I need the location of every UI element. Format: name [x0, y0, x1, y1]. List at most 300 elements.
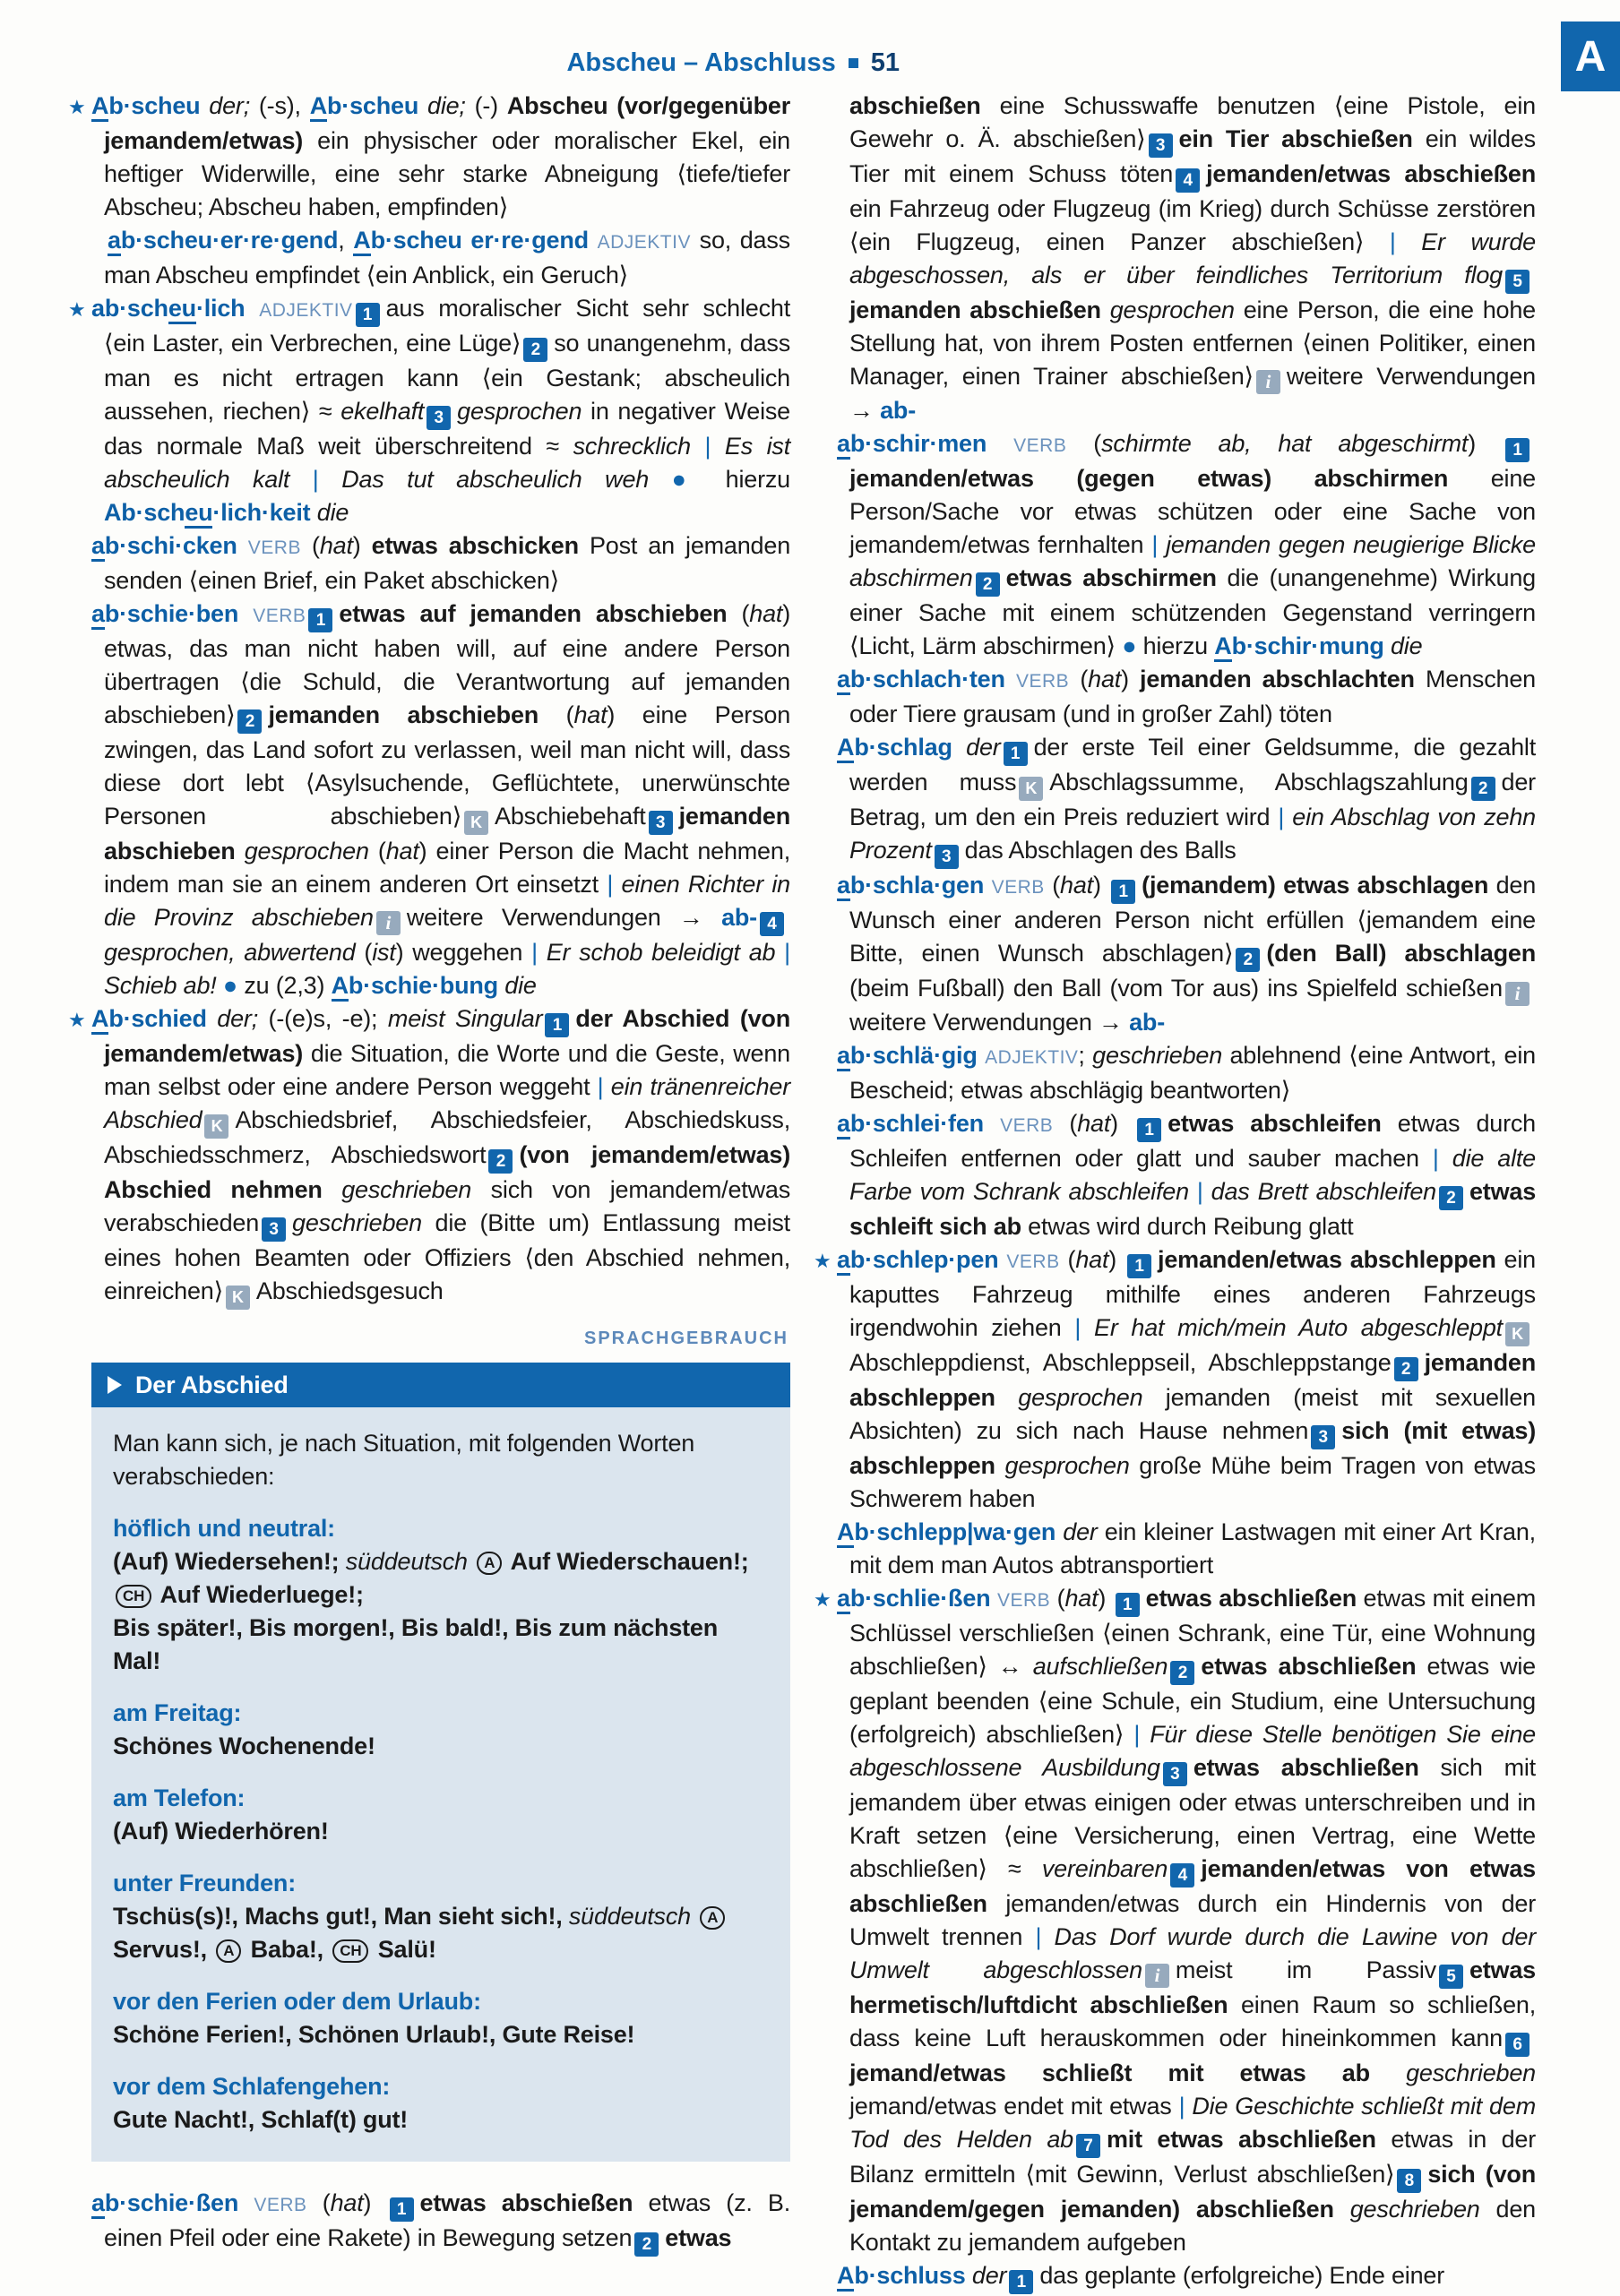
text-run: etwas (z. B. einen Pfeil oder eine Rakete) in Bewegung setzen [104, 2189, 791, 2251]
headword: b·schla·gen [849, 872, 985, 899]
text-run: (-s), [250, 92, 310, 119]
text-run: etwas schleift sich ab [849, 1178, 1537, 1240]
text-run [207, 1005, 218, 1032]
text-run: ekelhaft [340, 398, 425, 425]
text-run: vereinbaren [1041, 1855, 1168, 1882]
text-run: ( [355, 939, 373, 966]
text-run: (beim Fußball) den Ball (vom Tor aus) ins Spielfeld schießen [849, 975, 1503, 1002]
text-run: hat [1088, 666, 1122, 692]
headword-stress-mark: a [837, 666, 850, 695]
usage-section-heading: vor dem Schlafengehen: [113, 2073, 391, 2100]
text-run: ( [1059, 1246, 1076, 1273]
sense-number-badge: 1 [1505, 438, 1530, 462]
text-run: ( [368, 838, 386, 864]
headword-stress-mark: A [837, 2262, 854, 2292]
separator-pipe: | [1171, 2093, 1193, 2120]
word-class-label: VERB [1013, 435, 1067, 456]
dictionary-entry [91, 598, 790, 1002]
separator-pipe: | [1418, 1145, 1452, 1172]
dictionary-entry [837, 2259, 1536, 2294]
text-run: ein physischer oder moralischer Ekel, ein heftiger Widerwille, eine sehr starke Abneigung ⟨tiefe/tiefer Abscheu; Abscheu haben, empfinden⟩ [104, 127, 790, 220]
dictionary-entry [837, 90, 1536, 427]
text-run: ein Abschlag von zehn Prozent [849, 804, 1536, 864]
text-run: Auf Wiederschauen!; [504, 1548, 749, 1575]
headword: b·scheu er·re·gend [370, 227, 589, 254]
text-run: jemanden/etwas abschleppen [1158, 1246, 1496, 1273]
text-run [990, 1585, 997, 1612]
text-run: das Brett abschleifen [1211, 1178, 1436, 1205]
text-run: große Mühe beim Tragen von etwas Schwerem haben [849, 1452, 1536, 1512]
text-run: etwas abschließen [1193, 1754, 1419, 1781]
headword-stress-mark: A [91, 92, 108, 122]
headword-stress-mark: A [91, 1005, 108, 1035]
sense-number-badge: 4 [1170, 1863, 1194, 1888]
sense-number-badge: 1 [1137, 1118, 1161, 1142]
text-run: etwas in der Bilanz ermitteln ⟨mit Gewinn, Verlust abschließen⟩ [849, 2126, 1536, 2188]
text-run: ( [1044, 872, 1060, 899]
dictionary-entry [837, 1039, 1536, 1107]
text-run: eine Schusswaffe benutzen ⟨eine Pistole, ein Gewehr o. Ä. abschießen⟩ [849, 92, 1536, 152]
text-run: ) [363, 2189, 387, 2216]
text-run [984, 872, 991, 899]
alphabet-thumb-tab [1561, 21, 1620, 91]
star-icon: ★ [68, 1010, 86, 1032]
sense-number-badge: 2 [1236, 948, 1260, 972]
sense-number-badge: 6 [1505, 2033, 1530, 2057]
text-run: jemanden abschlachten [1140, 666, 1415, 692]
text-run: der [966, 734, 1001, 761]
headword-stress-mark: A [332, 972, 349, 1002]
separator-pipe: | [1364, 228, 1422, 255]
text-run: jemanden (meist mit sexuellen Absichten) zu sich nach Hause nehmen [849, 1384, 1536, 1444]
text-run: etwas durch Schleifen entfernen oder glatt und sauber machen [849, 1110, 1536, 1172]
page-number: 51 [870, 48, 900, 77]
headword: b·schlach·ten [849, 666, 1005, 692]
text-run: ein Fahrzeug oder Flugzeug (im Krieg) durch Schüsse zerstören ⟨ein Flugzeug, einen Panzer abschießen⟩ [849, 195, 1536, 255]
text-run: hierzu [1142, 632, 1215, 659]
dictionary-entry [837, 1516, 1536, 1582]
text-run: der erste Teil einer Geldsumme, die gezahlt werden muss [849, 734, 1536, 795]
headword-stress-mark: A [310, 92, 327, 122]
sense-number-badge: 1 [356, 303, 380, 327]
sense-number-badge: 2 [523, 338, 547, 362]
text-run: meist im Passiv [1175, 1956, 1436, 1983]
text-run: gesprochen, abwertend [104, 939, 356, 966]
sense-number-badge: 8 [1397, 2169, 1421, 2193]
text-run: ) [1110, 1110, 1135, 1137]
dictionary-entry [68, 1002, 791, 1310]
usage-section-heading: höflich und neutral: [113, 1515, 335, 1542]
text-run: ablehnend ⟨eine Antwort, ein Bescheid; etwas abschlägig beantworten⟩ [849, 1042, 1536, 1104]
word-class-label: ADJEKTIV [597, 232, 691, 253]
text-run: Abschiedsgesuch [255, 1277, 444, 1304]
text-run: Er schob beleidigt ab [546, 939, 776, 966]
word-class-label: VERB [247, 537, 301, 558]
text-run: weitere Verwendungen → [849, 1009, 1130, 1036]
headword: b·schlei·fen [849, 1110, 984, 1137]
sense-number-badge: 1 [1116, 1593, 1140, 1617]
sense-number-badge: 3 [1163, 1762, 1187, 1786]
sense-number-badge: 3 [1149, 133, 1173, 158]
text-run: die alte Farbe vom Schrank abschleifen [849, 1145, 1537, 1205]
region-badge: A [700, 1906, 725, 1930]
text-run [1101, 297, 1110, 323]
usage-line [113, 2103, 769, 2137]
usage-label: SPRACHGEBRAUCH [583, 1329, 788, 1348]
text-run: ( [300, 532, 320, 559]
text-run: ist [372, 939, 396, 966]
usage-line [113, 1612, 769, 1678]
headword: b·schluss [854, 2262, 966, 2289]
headword-stress-mark: A [837, 1518, 854, 1548]
dictionary-entry [68, 292, 790, 529]
text-run: jemanden abschießen [849, 297, 1101, 323]
text-run: etwas auf jemanden abschieben [339, 600, 728, 627]
separator-pipe: | [1124, 1721, 1150, 1748]
text-run: jemanden/etwas (gegen etwas) abschirmen [849, 465, 1449, 492]
text-run: (-(e)s, -e); [258, 1005, 388, 1032]
text-run: ) etwas, das man nicht haben will, auf eine andere Person übertragen ⟨die Schuld, die Verantwortung auf jemanden abschieben⟩ [104, 600, 790, 728]
text-run: hat [1077, 1110, 1111, 1137]
sense-number-badge: 3 [262, 1217, 286, 1242]
text-run [952, 734, 966, 761]
text-run: ein wildes Tier mit einem Schuss töten [849, 125, 1536, 187]
dictionary-entry [68, 90, 791, 224]
text-run: jemanden/etwas abschießen [1206, 160, 1536, 187]
text-run: sich von jemandem/etwas verabschieden [104, 1176, 790, 1236]
text-run: jemanden abschieben [104, 803, 790, 864]
text-run: aus moralischer Sicht sehr schlecht ⟨ein Laster, ein Verbrechen, eine Lüge⟩ [104, 295, 790, 357]
text-run: Er hat mich/mein Auto abgeschleppt [1094, 1314, 1503, 1341]
sense-number-badge: 2 [976, 572, 1000, 597]
text-run: (-) [465, 92, 507, 119]
sense-number-badge: 1 [1009, 2270, 1033, 2294]
header-square-icon [849, 58, 858, 68]
text-run: geschrieben [1349, 2196, 1480, 2223]
sense-number-badge: 2 [1471, 777, 1495, 801]
headword: ab- [1129, 1009, 1166, 1036]
text-run: geschrieben [292, 1209, 422, 1236]
separator-pipe: | [1188, 1178, 1211, 1205]
text-run: Abscheu (vor/gegenüber jemandem/etwas) [104, 92, 791, 154]
text-run [418, 92, 427, 119]
text-run [237, 532, 248, 559]
text-run: ) einer Person die Macht nehmen, indem man sie an einem anderen Ort einsetzt [104, 838, 790, 898]
text-run: abschießen [849, 92, 981, 119]
text-run: Abschlagssumme, Abschlagszahlung [1049, 769, 1469, 795]
text-run: ( [1069, 666, 1089, 692]
dictionary-entry [837, 663, 1536, 731]
usage-box-body [91, 1407, 790, 2162]
headword: b·schlag [854, 734, 952, 761]
dictionary-entry [814, 1243, 1536, 1516]
usage-line [113, 2018, 769, 2051]
headword-stress-mark: a [91, 2189, 105, 2219]
sense-number-badge: 1 [545, 1013, 569, 1037]
text-run: ) weggehen [395, 939, 523, 966]
dictionary-entry [91, 224, 790, 292]
usage-box-title: Der Abschied [135, 1371, 289, 1398]
text-run: Abschiebehaft [495, 803, 646, 830]
headword-stress-mark: a [837, 430, 850, 460]
text-run [238, 600, 253, 627]
text-run: hat [1075, 1246, 1109, 1273]
text-run [1384, 632, 1391, 659]
text-run: etwas abschließen [1201, 1653, 1417, 1680]
sense-number-badge: 5 [1439, 1965, 1463, 1989]
text-run: schirmte ab, hat abgeschirmt [1101, 430, 1469, 457]
text-run: ) [1108, 1246, 1125, 1273]
left-column [68, 90, 791, 2294]
text-run: ( [306, 2189, 331, 2216]
headword: b·schlep·pen [849, 1246, 999, 1273]
word-class-label: VERB [991, 877, 1045, 898]
text-run: Schieb ab! [104, 972, 217, 999]
separator-pipe: | [289, 466, 342, 493]
headword: ·lich [195, 295, 246, 322]
text-run [995, 1384, 1018, 1411]
text-run: (jemandem) etwas abschlagen [1142, 872, 1489, 899]
headword: b·scheu·er·re·gend [120, 227, 339, 254]
text-run: Die Geschichte schließt mit dem Tod des Helden ab [849, 2093, 1536, 2153]
text-run: so unangenehm, dass man es nicht ertragen kann ⟨ein Gestank; abscheulich aussehen, riechen⟩ ≈ [104, 330, 790, 425]
usage-intro: Man kann sich, je nach Situation, mit folgenden Worten verabschieden: [113, 1430, 695, 1490]
text-run: Post an jemanden senden ⟨einen Brief, ein Paket abschicken⟩ [104, 532, 791, 594]
text-run: den Kontakt zu jemandem aufgeben [849, 2196, 1536, 2256]
text-run: etwas abschicken [371, 532, 579, 559]
word-class-label: VERB [254, 2195, 307, 2215]
text-run: Baba!, [244, 1936, 331, 1963]
separator-pipe: | [599, 871, 622, 898]
sense-number-badge: 2 [634, 2232, 659, 2257]
usage-box-header [91, 1363, 790, 1407]
text-run: etwas abschleifen [1168, 1110, 1382, 1137]
text-run [238, 2189, 254, 2216]
headword-stress-mark: a [837, 1585, 850, 1614]
text-run [1334, 2196, 1350, 2223]
text-run: ( [727, 600, 750, 627]
text-run: Menschen oder Tiere grausam (und in großer Zahl) töten [849, 666, 1536, 727]
text-run: zu (2,3) [244, 972, 332, 999]
text-run: etwas [665, 2224, 732, 2251]
text-run: weitere Verwendungen → [849, 363, 1536, 424]
text-run: etwas wie geplant beenden ⟨eine Schule, ein Studium, eine Untersuchung (erfolgreich) abschließen⟩ [849, 1653, 1536, 1748]
dictionary-entry [837, 427, 1536, 663]
text-run: hierzu [725, 466, 790, 493]
text-run: der [1063, 1518, 1098, 1545]
text-run [691, 1903, 697, 1930]
headword: ab- [721, 904, 757, 931]
text-run: ein tränenreicher Abschied [104, 1073, 791, 1133]
dictionary-entry [837, 1107, 1536, 1243]
headword: ab- [880, 397, 917, 424]
text-run: die [504, 972, 537, 999]
usage-section [113, 1782, 769, 1848]
word-class-label: VERB [1000, 1115, 1054, 1136]
headword: ab·sch [91, 295, 168, 322]
sense-number-badge: 3 [427, 406, 451, 430]
sense-number-badge: 2 [1170, 1661, 1194, 1685]
sense-number-badge: 1 [1111, 880, 1135, 904]
text-run: Schönes Wochenende! [113, 1733, 375, 1759]
triangle-icon [108, 1376, 122, 1394]
headword-stress-mark: a [91, 600, 105, 630]
headword: b·schied [108, 1005, 207, 1032]
text-run: schrecklich [573, 433, 691, 460]
word-class-label: VERB [996, 1590, 1051, 1611]
usage-section [113, 1867, 769, 1966]
text-run: hat [749, 600, 783, 627]
headword-stress-mark: a [837, 872, 850, 901]
running-head [566, 48, 900, 78]
text-run: meist Singular [387, 1005, 543, 1032]
text-run: hat [573, 701, 608, 728]
headword-stress-mark: a [837, 1042, 850, 1071]
dictionary-entry [91, 529, 790, 598]
text-run: gesprochen [457, 398, 582, 425]
text-run: , [338, 227, 354, 254]
text-run: etwas wird durch Reibung glatt [1021, 1213, 1354, 1240]
text-run: der [971, 2262, 1007, 2289]
text-run: hat [1060, 872, 1093, 899]
text-run: ein kaputtes Fahrzeug mithilfe eines anderen Fahrzeugs irgendwohin ziehen [849, 1246, 1536, 1341]
text-run: die (unangenehme) Wirkung einer Sache mit einem schützenden Gegenstand verringern ⟨Licht, Lärm abschirmen⟩ [849, 564, 1536, 659]
text-run: ; [1078, 1042, 1093, 1069]
text-run: jemanden/etwas durch ein Hindernis von der Umwelt trennen [849, 1890, 1536, 1950]
compound-marker-badge: K [204, 1114, 228, 1139]
compound-marker-badge: K [1505, 1322, 1530, 1346]
text-run: Für diese Stelle benötigen Sie eine abgeschlossene Ausbildung [849, 1721, 1536, 1781]
text-run: hat [1064, 1585, 1099, 1612]
text-run [966, 2262, 972, 2289]
bullet-icon: ● [1115, 632, 1143, 659]
usage-section [113, 1985, 769, 2051]
usage-section [113, 1512, 769, 1678]
text-run: ) [1121, 666, 1141, 692]
star-icon: ★ [68, 299, 86, 322]
text-run: das geplante (erfolgreiche) Ende einer [1039, 2262, 1445, 2289]
text-run: ( [539, 701, 574, 728]
headword: b·schlepp|wa·gen [854, 1518, 1056, 1545]
headword-stress-mark: A [1214, 632, 1231, 662]
text-run: gesprochen [244, 838, 369, 864]
usage-section-heading: vor den Ferien oder dem Urlaub: [113, 1988, 481, 2015]
text-run: ) [1468, 430, 1503, 457]
sense-number-badge: 2 [1394, 1357, 1418, 1381]
usage-line [113, 1730, 769, 1763]
text-run: der; [209, 92, 251, 119]
text-run: süddeutsch [345, 1548, 468, 1575]
info-marker-badge: i [376, 911, 401, 935]
text-run: weitere Verwendungen → [406, 904, 722, 931]
separator-pipe: | [1143, 531, 1167, 558]
text-run [236, 838, 245, 864]
text-run [984, 1110, 1000, 1137]
text-run: sich (mit etwas) abschleppen [849, 1417, 1536, 1479]
word-class-label: VERB [1006, 1251, 1060, 1272]
text-run: in negativer Weise das normale Maß weit überschreitend ≈ [104, 398, 790, 460]
left-entries-after-box [91, 2187, 790, 2257]
separator-pipe: | [775, 939, 791, 966]
text-run: ) [1092, 872, 1109, 899]
sense-number-badge: 7 [1076, 2134, 1100, 2158]
text-run: geschrieben [341, 1176, 472, 1203]
text-run: so, dass man Abscheu empfindet ⟨ein Anblick, ein Geruch⟩ [104, 227, 790, 288]
star-icon: ★ [68, 97, 86, 119]
text-run: der; [217, 1005, 259, 1032]
star-icon: ★ [814, 1251, 832, 1273]
dictionary-entry [837, 869, 1536, 1039]
text-run: hat [330, 2189, 364, 2216]
text-run: gesprochen [1004, 1452, 1130, 1479]
headword: b·scheu [327, 92, 419, 119]
word-class-label: ADJEKTIV [985, 1047, 1079, 1068]
sense-number-badge: 3 [1311, 1425, 1335, 1449]
text-run: das Abschlagen des Balls [964, 837, 1237, 864]
text-run: Servus!, [113, 1936, 214, 1963]
word-class-label: VERB [1015, 671, 1070, 692]
sense-number-badge: 3 [935, 845, 959, 869]
text-run: ein Tier abschießen [1178, 125, 1413, 152]
text-run: ( [1066, 430, 1102, 457]
text-run: jemand/etwas schließt mit etwas ab [849, 2060, 1370, 2086]
text-run: (den Ball) abschlagen [1266, 940, 1537, 967]
usage-section [113, 2070, 769, 2137]
text-run [987, 430, 1013, 457]
text-run: Er wurde abgeschossen, als er über feindliches Territorium flog [849, 228, 1536, 288]
headword-stress-mark: A [353, 227, 370, 256]
text-run: (Auf) Wiedersehen!; [113, 1548, 346, 1575]
headword: b·schlä·gig [849, 1042, 978, 1069]
info-marker-badge: i [1256, 370, 1280, 394]
info-marker-badge: i [1145, 1964, 1169, 1988]
text-run: die Situation, die Worte und die Geste, wenn man selbst oder eine andere Person weggeht [104, 1040, 790, 1100]
headword: b·schir·mung [1231, 632, 1384, 659]
compound-marker-badge: K [1019, 777, 1043, 801]
text-run: ) [352, 532, 372, 559]
usage-section-heading: am Telefon: [113, 1784, 246, 1811]
text-run: Das tut abscheulich weh [341, 466, 650, 493]
dictionary-entry [837, 731, 1536, 869]
sense-number-badge: 1 [1004, 742, 1028, 766]
text-run: mit etwas abschließen [1106, 2126, 1376, 2153]
sense-number-badge: 1 [308, 608, 332, 632]
sense-number-badge: 5 [1505, 270, 1530, 294]
text-run [1005, 666, 1016, 692]
headword: b·schi·cken [104, 532, 237, 559]
text-run [323, 1176, 341, 1203]
headword-stress-mark: a [837, 1246, 850, 1276]
text-run: etwas abschirmen [1005, 564, 1217, 591]
dictionary-entry [814, 1582, 1537, 2259]
text-run [468, 1548, 474, 1575]
headword: b·schir·men [849, 430, 987, 457]
separator-pipe: | [1022, 1923, 1055, 1950]
text-run: jemand/etwas endet mit etwas [849, 2093, 1172, 2120]
text-run [200, 92, 209, 119]
left-entries [68, 90, 791, 1310]
headword-stress-mark: a [108, 227, 121, 256]
sense-number-badge: 1 [390, 2197, 414, 2222]
region-badge: CH [116, 1585, 151, 1608]
star-icon: ★ [814, 1589, 832, 1612]
sense-number-badge: 1 [1127, 1254, 1151, 1278]
sense-number-badge: 4 [1176, 168, 1200, 193]
headword-stress-mark: A [837, 734, 854, 763]
text-run: Abschiedsbrief, Abschiedsfeier, Abschiedskuss, Abschiedsschmerz, Abschiedswort [104, 1106, 790, 1168]
word-class-label: VERB [253, 606, 306, 626]
headword-stress-mark: eu [168, 295, 196, 324]
